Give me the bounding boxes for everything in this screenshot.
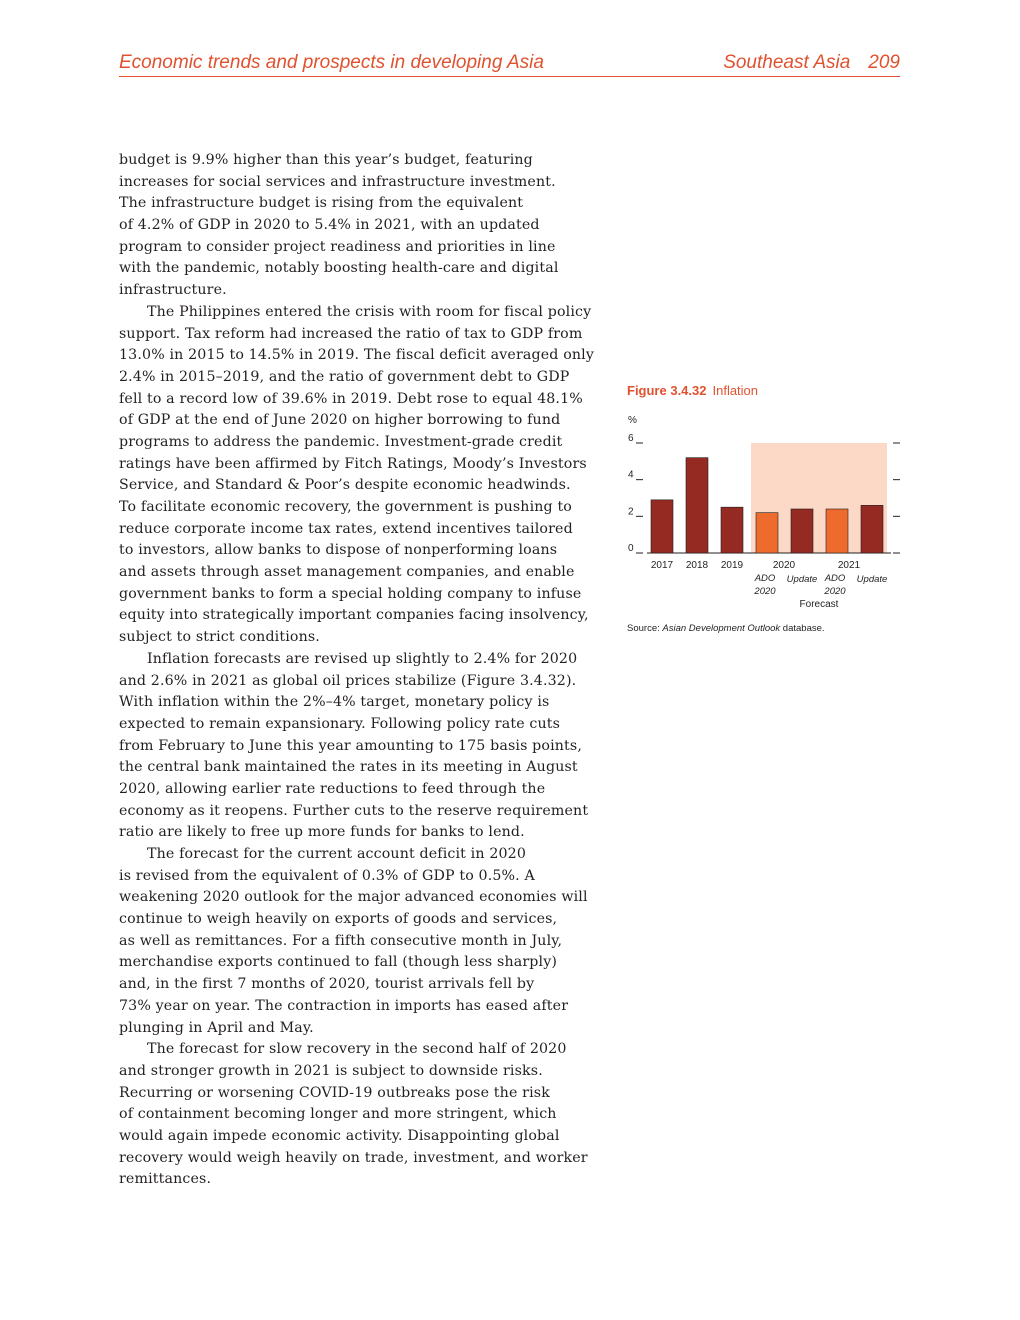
body-line: The Philippines entered the crisis with room for fiscal policy: [147, 303, 592, 320]
figure-title: [627, 383, 902, 401]
body-line: 73% year on year. The contraction in imports has eased after: [119, 997, 569, 1014]
running-header: [119, 50, 900, 77]
body-line: Inflation forecasts are revised up slightly to 2.4% for 2020: [147, 650, 578, 667]
y-tick-label: 6: [628, 433, 634, 444]
figure-inflation: [627, 383, 902, 634]
header-title: Economic trends and prospects in developing Asia: [119, 52, 544, 73]
x-sub-label-update: Update: [856, 574, 888, 585]
body-line: 2.4% in 2015–2019, and the ratio of government debt to GDP: [119, 368, 570, 385]
body-line: ratings have been affirmed by Fitch Ratings, Moody’s Investors: [119, 455, 587, 472]
bar-actual: [686, 458, 708, 553]
body-line: of GDP at the end of June 2020 on higher borrowing to fund: [119, 412, 561, 429]
body-line: The infrastructure budget is rising from the equivalent: [119, 195, 524, 212]
source-suffix: database.: [780, 623, 825, 634]
x-year-label: 2019: [720, 560, 744, 571]
body-text: [119, 150, 595, 1191]
body-line: programs to address the pandemic. Investment-grade credit: [119, 433, 563, 450]
body-line: reduce corporate income tax rates, extend incentives tailored: [119, 520, 573, 537]
body-line: from February to June this year amounting to 175 basis points,: [119, 737, 582, 754]
bar-update: [861, 505, 883, 553]
x-sub-label-ado: ADO: [754, 573, 776, 584]
body-line: weakening 2020 outlook for the major advanced economies will: [119, 889, 588, 906]
body-line: program to consider project readiness and priorities in line: [119, 238, 556, 255]
figure-source: [627, 623, 825, 634]
body-line: government banks to form a special holding company to infuse: [119, 585, 582, 602]
y-tick-label: 4: [628, 469, 634, 481]
y-tick-label: 0: [628, 543, 634, 554]
body-line: Recurring or worsening COVID-19 outbreaks pose the risk: [119, 1084, 550, 1101]
body-line: 13.0% in 2015 to 14.5% in 2019. The fiscal deficit averaged only: [119, 347, 595, 364]
figure-name: Inflation: [712, 383, 759, 398]
body-line: to investors, allow banks to dispose of nonperforming loans: [119, 542, 558, 559]
bar-actual: [651, 500, 673, 553]
body-line: budget is 9.9% higher than this year’s budget, featuring: [119, 152, 533, 168]
body-line: would again impede economic activity. Disappointing global: [119, 1127, 560, 1144]
body-line: subject to strict conditions.: [119, 629, 320, 646]
inflation-chart: [627, 411, 902, 621]
body-line: and assets through asset management companies, and enable: [119, 564, 575, 581]
figure-number: Figure 3.4.32: [627, 383, 707, 398]
forecast-label: Forecast: [799, 599, 839, 610]
bar-ado: [756, 513, 778, 553]
body-line: To facilitate economic recovery, the government is pushing to: [119, 499, 572, 515]
body-line: ratio are likely to free up more funds for banks to lend.: [119, 824, 525, 841]
body-line: as well as remittances. For a fifth consecutive month in July,: [119, 932, 563, 949]
body-line: With inflation within the 2%–4% target, monetary policy is: [119, 694, 550, 711]
body-line: fell to a record low of 39.6% in 2019. Debt rose to equal 48.1%: [119, 390, 583, 407]
body-line: and, in the first 7 months of 2020, tourist arrivals fell by: [119, 976, 535, 993]
bar-ado: [826, 509, 848, 553]
y-axis-unit: %: [628, 415, 637, 426]
x-year-label: 2021: [837, 560, 861, 571]
body-line: Service, and Standard & Poor’s despite economic headwinds.: [119, 477, 571, 494]
body-line: continue to weigh heavily on exports of goods and services,: [119, 911, 558, 928]
body-line: recovery would weigh heavily on trade, investment, and worker: [119, 1149, 588, 1166]
body-line: remittances.: [119, 1171, 212, 1188]
header-section: [723, 52, 900, 74]
body-line: The forecast for slow recovery in the second half of 2020: [147, 1041, 567, 1058]
x-sub-label-ado-year: 2020: [824, 586, 846, 597]
source-prefix: Source:: [627, 623, 663, 634]
source-italic: Asian Development Outlook: [662, 623, 781, 634]
body-line: increases for social services and infrastructure investment.: [119, 173, 556, 190]
body-line: 2020, allowing earlier rate reductions to feed through the: [119, 780, 546, 797]
x-year-label: 2018: [685, 560, 709, 571]
body-line: of 4.2% of GDP in 2020 to 5.4% in 2021, with an updated: [119, 217, 540, 234]
body-line: support. Tax reform had increased the ratio of tax to GDP from: [119, 325, 583, 342]
page-number: 209: [868, 52, 900, 73]
body-line: infrastructure.: [119, 282, 227, 299]
body-line: plunging in April and May.: [119, 1019, 314, 1036]
x-sub-label-update: Update: [786, 574, 818, 585]
body-line: is revised from the equivalent of 0.3% of GDP to 0.5%. A: [119, 867, 535, 884]
body-line: the central bank maintained the rates in its meeting in August: [119, 759, 578, 776]
body-line: and stronger growth in 2021 is subject to downside risks.: [119, 1062, 543, 1079]
body-line: equity into strategically important companies facing insolvency,: [119, 607, 589, 624]
body-line: of containment becoming longer and more stringent, which: [119, 1106, 557, 1123]
body-line: with the pandemic, notably boosting health-care and digital: [119, 260, 559, 277]
body-line: expected to remain expansionary. Following policy rate cuts: [119, 715, 561, 732]
x-year-label: 2020: [772, 560, 796, 571]
x-year-label: 2017: [650, 560, 674, 571]
y-tick-label: 2: [628, 506, 634, 518]
bar-update: [791, 509, 813, 553]
body-line: economy as it reopens. Further cuts to the reserve requirement: [119, 802, 589, 819]
x-sub-label-ado-year: 2020: [754, 586, 776, 597]
body-line: merchandise exports continued to fall (though less sharply): [119, 954, 558, 971]
bar-actual: [721, 507, 743, 553]
body-line: The forecast for the current account deficit in 2020: [147, 846, 527, 862]
body-line: and 2.6% in 2021 as global oil prices stabilize (Figure 3.4.32).: [119, 672, 577, 689]
header-section-name: Southeast Asia: [723, 52, 851, 73]
x-sub-label-ado: ADO: [824, 573, 846, 584]
